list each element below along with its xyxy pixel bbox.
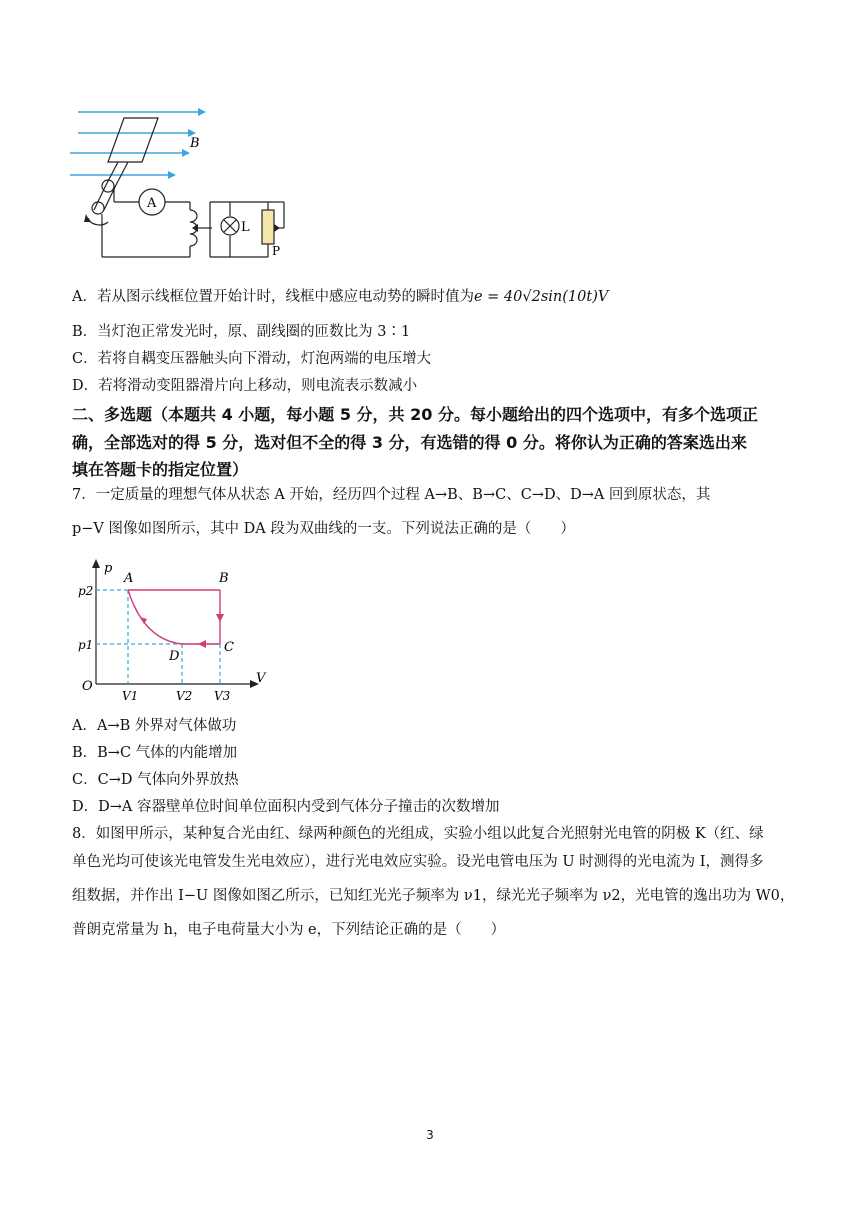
q8-stem-line1: 8．如图甲所示，某种复合光由红、绿两种颜色的光组成，实验小组以此复合光照射光电管的阴极 K（红、绿 [72, 826, 764, 842]
tick-v3: V3 [214, 689, 231, 703]
tick-v2: V2 [176, 689, 193, 703]
section2-heading-line1: 二、多选题（本题共 4 小题，每小题 5 分，共 20 分。每小题给出的四个选项中，有多个选项正 [72, 405, 758, 424]
origin-label: O [82, 679, 93, 694]
q7-option-a: A．A→B 外界对气体做功 [72, 718, 237, 734]
arrow-b-to-c-icon [216, 614, 224, 622]
arrow-c-to-d-icon [198, 640, 206, 648]
process-path [128, 590, 220, 644]
generator-circuit-figure [62, 100, 302, 265]
q8-stem-line3: 组数据，并作出 I−U 图像如图乙所示，已知红光光子频率为 ν1，绿光光子频率为 ν2，光电管的逸出功为 W0， [72, 888, 795, 904]
lamp-label: L [241, 220, 250, 235]
tick-p1: p1 [78, 638, 94, 652]
section2-heading-line3: 填在答题卡的指定位置） [72, 460, 249, 479]
tick-v1: V1 [122, 689, 139, 703]
q8-stem-line4: 普朗克常量为 h，电子电荷量大小为 e，下列结论正确的是（ ） [72, 922, 506, 938]
point-a-label: A [124, 571, 134, 586]
q6-option-b: B．当灯泡正常发光时，原、副线圈的匝数比为 3∶1 [72, 324, 411, 340]
q7-option-d: D．D→A 容器壁单位时间单位面积内受到气体分子撞击的次数增加 [72, 799, 500, 815]
point-b-label: B [219, 571, 229, 586]
rheostat-label: P [272, 244, 281, 258]
guide-lines [96, 590, 220, 684]
page-number: 3 [426, 1128, 434, 1142]
p-axis-arrow-icon [92, 559, 100, 568]
q6-option-c: C．若将自耦变压器触头向下滑动，灯泡两端的电压增大 [72, 351, 432, 367]
point-d-label: D [169, 649, 180, 664]
point-c-label: C [224, 640, 234, 655]
q7-option-c: C．C→D 气体向外界放热 [72, 772, 239, 788]
v-axis-label: V [256, 671, 266, 686]
magnetic-field-lines [70, 112, 198, 175]
q7-option-b: B．B→C 气体的内能增加 [72, 745, 238, 761]
q7-stem-line1: 7．一定质量的理想气体从状态 A 开始，经历四个过程 A→B、B→C、C→D、D→A 回到原状态，其 [72, 487, 711, 503]
section2-heading-line2: 确，全部选对的得 5 分，选对但不全的得 3 分，有选错的得 0 分。将你认为正确的答案选出来 [72, 433, 747, 452]
transformer-tap-arrow-icon [192, 224, 198, 232]
tick-p2: p2 [78, 584, 94, 598]
q6-option-a-formula: e = 40√2sin(10t)V [473, 289, 609, 305]
pv-diagram-figure [74, 558, 274, 708]
q8-stem-line2: 单色光均可使该光电管发生光电效应），进行光电效应实验。设光电管电压为 U 时测得的光电流为 I，测得多 [72, 854, 764, 870]
rotation-arrow-icon [88, 218, 108, 225]
arrow-d-to-a-icon [140, 617, 147, 624]
b-field-label: B [190, 136, 200, 151]
q7-stem-line2: p−V 图像如图所示，其中 DA 段为双曲线的一支。下列说法正确的是（ ） [72, 521, 575, 537]
q6-option-d: D．若将滑动变阻器滑片向上移动，则电流表示数减小 [72, 378, 418, 394]
ammeter-label: A [147, 196, 157, 211]
rheostat-icon [262, 210, 274, 244]
q6-option-a: A．若从图示线框位置开始计时，线框中感应电动势的瞬时值为e = 40√2sin(10t)V [72, 289, 609, 305]
p-axis-label: p [104, 561, 113, 576]
